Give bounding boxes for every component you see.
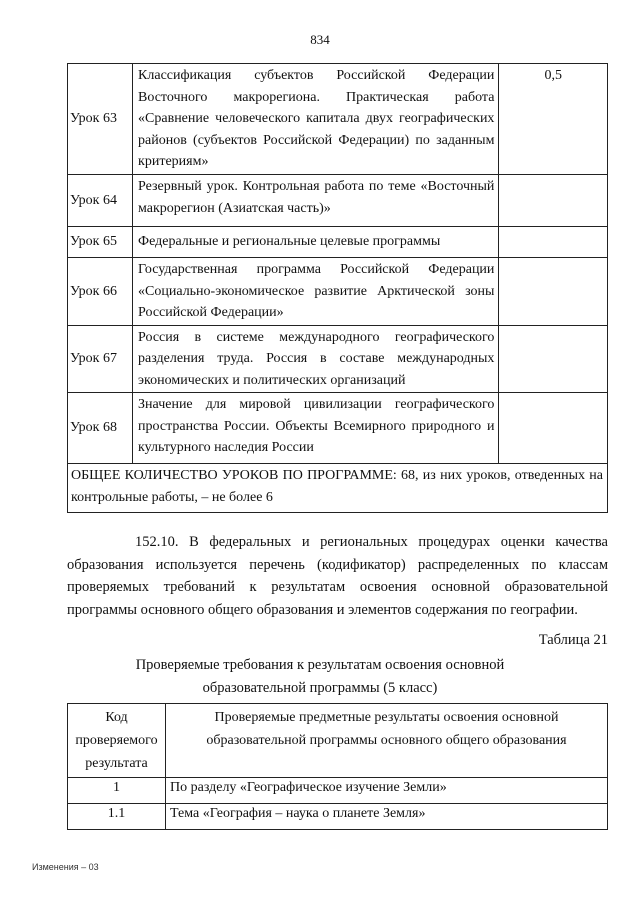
lesson-hours: 0,5 <box>499 64 608 175</box>
lesson-id: Урок 65 <box>68 227 133 258</box>
result-title: Тема «География – наука о планете Земля» <box>166 804 608 830</box>
lesson-topic: Классификация субъектов Российской Федерации Восточного макрорегиона. Практическая работа «Сравнение человеческого капитала двух географических районов (субъектов Российской Федерации) по заданным критериям» <box>133 64 499 175</box>
table-header-row <box>68 704 608 778</box>
revision-footer: Изменения – 03 <box>32 862 99 872</box>
lesson-id: Урок 68 <box>68 393 133 464</box>
table-row <box>68 464 608 513</box>
lesson-topic: Государственная программа Российской Федерации «Социально-экономическое развитие Арктической зоны Российской Федерации» <box>133 258 499 326</box>
result-title: По разделу «Географическое изучение Земли» <box>166 778 608 804</box>
lessons-table <box>67 63 608 513</box>
lesson-hours <box>499 227 608 258</box>
lesson-hours <box>499 325 608 393</box>
table-title-line: образовательной программы (5 класс) <box>202 679 438 696</box>
result-code: 1 <box>68 778 166 804</box>
table-title <box>0 654 640 699</box>
lesson-id: Урок 63 <box>68 64 133 175</box>
total-lessons-note: ОБЩЕЕ КОЛИЧЕСТВО УРОКОВ ПО ПРОГРАММЕ: 68, из них уроков, отведенных на контрольные работы, – не более 6 <box>68 464 608 513</box>
table-row <box>68 175 608 227</box>
lesson-hours <box>499 393 608 464</box>
table-row <box>68 325 608 393</box>
lesson-topic: Федеральные и региональные целевые программы <box>133 227 499 258</box>
table-row <box>68 778 608 804</box>
table-row <box>68 393 608 464</box>
result-code: 1.1 <box>68 804 166 830</box>
lesson-topic: Значение для мировой цивилизации географического пространства России. Объекты Всемирного природного и культурного наследия России <box>133 393 499 464</box>
lesson-id: Урок 67 <box>68 325 133 393</box>
lesson-topic: Россия в системе международного географического разделения труда. Россия в составе международных экономических и политических организаций <box>133 325 499 393</box>
lesson-id: Урок 66 <box>68 258 133 326</box>
table-row <box>68 258 608 326</box>
table-row <box>68 804 608 830</box>
table-row <box>68 64 608 175</box>
table-label: Таблица 21 <box>538 632 608 648</box>
table-title-line: Проверяемые требования к результатам освоения основной <box>135 657 505 673</box>
lesson-id: Урок 64 <box>68 175 133 227</box>
lesson-hours <box>499 175 608 227</box>
header-description: Проверяемые предметные результаты освоения основной образовательной программы основного общего образования <box>166 704 608 778</box>
section-paragraph: 152.10. В федеральных и региональных процедурах оценки качества образования используется перечень (кодификатор) распределенных по классам проверяемых требований к результатам освоения основной образовательной программы основного общего образования и элементов содержания по географии. <box>67 534 608 618</box>
page-number: 834 <box>310 32 330 47</box>
lesson-topic: Резервный урок. Контрольная работа по теме «Восточный макрорегион (Азиатская часть)» <box>133 175 499 227</box>
header-code: Код проверяемого результата <box>68 704 166 778</box>
table-row <box>68 227 608 258</box>
requirements-table <box>67 703 608 830</box>
lesson-hours <box>499 258 608 326</box>
